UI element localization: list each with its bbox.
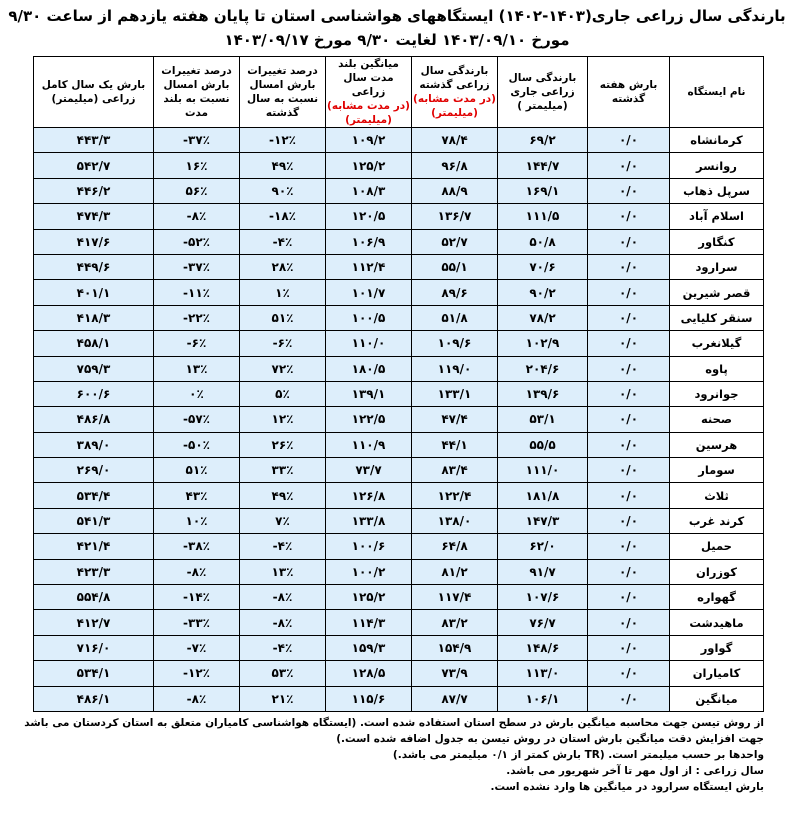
cell-last-year: ۵۲/۷ <box>412 229 498 254</box>
header-longterm <box>326 57 412 128</box>
cell-longterm: ۷۳/۷ <box>326 458 412 483</box>
cell-change-longterm: ۸٪- <box>154 559 240 584</box>
table-row <box>34 407 764 432</box>
cell-current-year: ۶۹/۲ <box>498 128 588 153</box>
cell-full-year: ۴۵۸/۱ <box>34 331 154 356</box>
cell-last-year: ۱۱۹/۰ <box>412 356 498 381</box>
cell-change-longterm: ۳۸٪- <box>154 534 240 559</box>
cell-longterm: ۱۰۰/۲ <box>326 559 412 584</box>
cell-full-year: ۴۲۱/۴ <box>34 534 154 559</box>
table-row <box>34 153 764 178</box>
cell-full-year: ۷۵۹/۳ <box>34 356 154 381</box>
cell-station: جوانرود <box>670 381 764 406</box>
cell-change-last-year: ۲۱٪ <box>240 686 326 711</box>
cell-longterm: ۱۰۱/۷ <box>326 280 412 305</box>
cell-week-rain: ۰/۰ <box>588 610 670 635</box>
cell-last-year: ۱۳۸/۰ <box>412 508 498 533</box>
cell-station: قصر شیرین <box>670 280 764 305</box>
cell-change-longterm: ۵۱٪ <box>154 458 240 483</box>
cell-longterm: ۱۰۰/۶ <box>326 534 412 559</box>
rainfall-table-container <box>34 56 764 712</box>
cell-station: اسلام آباد <box>670 204 764 229</box>
cell-week-rain: ۰/۰ <box>588 534 670 559</box>
cell-longterm: ۱۲۲/۵ <box>326 407 412 432</box>
cell-station: گهواره <box>670 585 764 610</box>
cell-last-year: ۴۴/۱ <box>412 432 498 457</box>
cell-last-year: ۸۳/۴ <box>412 458 498 483</box>
cell-full-year: ۴۷۴/۳ <box>34 204 154 229</box>
cell-longterm: ۱۰۰/۵ <box>326 305 412 330</box>
header-full-year: بارش یک سال کامل زراعی (میلیمتر) <box>34 57 154 128</box>
cell-change-longterm: ۶٪- <box>154 331 240 356</box>
cell-full-year: ۴۱۸/۳ <box>34 305 154 330</box>
cell-longterm: ۱۱۰/۰ <box>326 331 412 356</box>
cell-change-last-year: ۴۹٪ <box>240 483 326 508</box>
cell-last-year: ۱۳۳/۱ <box>412 381 498 406</box>
cell-station: صحنه <box>670 407 764 432</box>
cell-change-last-year: ۹۰٪ <box>240 178 326 203</box>
cell-full-year: ۴۸۶/۱ <box>34 686 154 711</box>
cell-current-year: ۱۱۱/۵ <box>498 204 588 229</box>
cell-full-year: ۵۳۴/۴ <box>34 483 154 508</box>
cell-station: میانگین <box>670 686 764 711</box>
cell-current-year: ۹۰/۲ <box>498 280 588 305</box>
cell-week-rain: ۰/۰ <box>588 661 670 686</box>
table-row <box>34 661 764 686</box>
cell-last-year: ۸۱/۲ <box>412 559 498 584</box>
cell-longterm: ۱۳۹/۱ <box>326 381 412 406</box>
cell-change-longterm: ۱۱٪- <box>154 280 240 305</box>
cell-station: ماهیدشت <box>670 610 764 635</box>
cell-longterm: ۱۲۸/۵ <box>326 661 412 686</box>
cell-change-last-year: ۱۸٪- <box>240 204 326 229</box>
cell-last-year: ۸۸/۹ <box>412 178 498 203</box>
cell-full-year: ۶۰۰/۶ <box>34 381 154 406</box>
table-row <box>34 508 764 533</box>
cell-change-longterm: ۰٪ <box>154 381 240 406</box>
footnote-3: سال زراعی : از اول مهر تا آخر شهریور می باشد. <box>506 765 764 777</box>
cell-longterm: ۱۰۶/۹ <box>326 229 412 254</box>
table-row <box>34 534 764 559</box>
footnote-4: بارش ایستگاه سرارود در میانگین ها وارد نشده است. <box>490 781 764 793</box>
cell-longterm: ۱۱۴/۳ <box>326 610 412 635</box>
cell-last-year: ۱۳۶/۷ <box>412 204 498 229</box>
table-row <box>34 229 764 254</box>
cell-full-year: ۴۰۱/۱ <box>34 280 154 305</box>
table-row <box>34 280 764 305</box>
cell-week-rain: ۰/۰ <box>588 356 670 381</box>
cell-longterm: ۱۰۸/۳ <box>326 178 412 203</box>
cell-week-rain: ۰/۰ <box>588 686 670 711</box>
cell-change-last-year: ۶٪- <box>240 331 326 356</box>
cell-current-year: ۲۰۴/۶ <box>498 356 588 381</box>
cell-change-longterm: ۱۲٪- <box>154 661 240 686</box>
cell-change-last-year: ۲۶٪ <box>240 432 326 457</box>
header-current-year: بارندگی سال زراعی جاری (میلیمتر ) <box>498 57 588 128</box>
table-row <box>34 356 764 381</box>
table-row <box>34 331 764 356</box>
cell-station: پاوه <box>670 356 764 381</box>
cell-week-rain: ۰/۰ <box>588 128 670 153</box>
cell-week-rain: ۰/۰ <box>588 585 670 610</box>
cell-change-last-year: ۵۳٪ <box>240 661 326 686</box>
cell-current-year: ۱۱۱/۰ <box>498 458 588 483</box>
cell-change-last-year: ۳۳٪ <box>240 458 326 483</box>
cell-full-year: ۳۸۹/۰ <box>34 432 154 457</box>
cell-change-last-year: ۴٪- <box>240 635 326 660</box>
cell-full-year: ۲۶۹/۰ <box>34 458 154 483</box>
cell-full-year: ۴۱۷/۶ <box>34 229 154 254</box>
cell-current-year: ۱۶۹/۱ <box>498 178 588 203</box>
cell-current-year: ۵۵/۵ <box>498 432 588 457</box>
cell-current-year: ۱۴۴/۷ <box>498 153 588 178</box>
cell-change-last-year: ۴۹٪ <box>240 153 326 178</box>
header-last-year <box>412 57 498 128</box>
rainfall-table <box>33 56 764 712</box>
cell-change-longterm: ۵۲٪- <box>154 229 240 254</box>
cell-longterm: ۱۱۲/۴ <box>326 254 412 279</box>
table-row <box>34 585 764 610</box>
cell-change-longterm: ۳۳٪- <box>154 610 240 635</box>
table-row <box>34 686 764 711</box>
cell-current-year: ۱۴۸/۶ <box>498 635 588 660</box>
cell-current-year: ۷۰/۶ <box>498 254 588 279</box>
header-longterm-main: میانگین بلند مدت سال زراعی <box>338 58 399 98</box>
cell-longterm: ۱۱۵/۶ <box>326 686 412 711</box>
table-row <box>34 483 764 508</box>
cell-change-last-year: ۷۲٪ <box>240 356 326 381</box>
cell-change-longterm: ۷٪- <box>154 635 240 660</box>
cell-current-year: ۵۳/۱ <box>498 407 588 432</box>
cell-last-year: ۵۵/۱ <box>412 254 498 279</box>
cell-week-rain: ۰/۰ <box>588 229 670 254</box>
header-change-last-year: درصد تغییرات بارش امسال نسبت به سال گذشته <box>240 57 326 128</box>
cell-week-rain: ۰/۰ <box>588 407 670 432</box>
cell-change-last-year: ۲۸٪ <box>240 254 326 279</box>
cell-full-year: ۷۱۶/۰ <box>34 635 154 660</box>
cell-change-last-year: ۵٪ <box>240 381 326 406</box>
cell-current-year: ۶۲/۰ <box>498 534 588 559</box>
cell-last-year: ۷۳/۹ <box>412 661 498 686</box>
cell-change-last-year: ۵۱٪ <box>240 305 326 330</box>
cell-current-year: ۱۱۳/۰ <box>498 661 588 686</box>
cell-change-longterm: ۵۰٪- <box>154 432 240 457</box>
cell-station: ثلاث <box>670 483 764 508</box>
cell-change-longterm: ۵۶٪ <box>154 178 240 203</box>
cell-full-year: ۵۵۴/۸ <box>34 585 154 610</box>
cell-station: روانسر <box>670 153 764 178</box>
cell-station: سرارود <box>670 254 764 279</box>
header-change-longterm: درصد تغییرات بارش امسال نسبت به بلند مدت <box>154 57 240 128</box>
cell-longterm: ۱۲۵/۲ <box>326 585 412 610</box>
cell-longterm: ۱۳۳/۸ <box>326 508 412 533</box>
cell-station: کامیاران <box>670 661 764 686</box>
title-line-1: بارندگی سال زراعی جاری(۱۴۰۳-۱۴۰۲) ایستگاههای هواشناسی استان تا پایان هفته یازدهم از ساعت ۹/۳۰ <box>8 7 786 25</box>
cell-station: سنقر کلیایی <box>670 305 764 330</box>
cell-last-year: ۹۶/۸ <box>412 153 498 178</box>
cell-change-last-year: ۴٪- <box>240 229 326 254</box>
cell-station: سومار <box>670 458 764 483</box>
cell-change-last-year: ۸٪- <box>240 610 326 635</box>
cell-week-rain: ۰/۰ <box>588 458 670 483</box>
title-line-2: مورخ ۱۴۰۳/۰۹/۱۰ لغایت ۹/۳۰ مورخ ۱۴۰۳/۰۹/۱۷ <box>224 31 570 49</box>
header-last-year-main: بارندگی سال زراعی گذشته <box>419 65 490 91</box>
table-row <box>34 559 764 584</box>
cell-week-rain: ۰/۰ <box>588 508 670 533</box>
cell-week-rain: ۰/۰ <box>588 432 670 457</box>
cell-current-year: ۵۰/۸ <box>498 229 588 254</box>
table-row <box>34 635 764 660</box>
cell-change-last-year: ۸٪- <box>240 585 326 610</box>
cell-longterm: ۱۲۶/۸ <box>326 483 412 508</box>
cell-station: هرسین <box>670 432 764 457</box>
cell-change-longterm: ۸٪- <box>154 686 240 711</box>
cell-change-longterm: ۱۳٪ <box>154 356 240 381</box>
cell-last-year: ۴۷/۴ <box>412 407 498 432</box>
cell-last-year: ۱۵۴/۹ <box>412 635 498 660</box>
cell-change-last-year: ۱٪ <box>240 280 326 305</box>
header-last-year-note: (در مدت مشابه) (میلیمتر) <box>413 93 496 119</box>
cell-station: کرند غرب <box>670 508 764 533</box>
cell-change-last-year: ۱۳٪ <box>240 559 326 584</box>
table-row <box>34 432 764 457</box>
header-week-rain: بارش هفته گذشته <box>588 57 670 128</box>
cell-station: گواور <box>670 635 764 660</box>
cell-change-last-year: ۷٪ <box>240 508 326 533</box>
footnote-2: واحدها بر حسب میلیمتر است. (TR بارش کمتر از ۰/۱ میلیمتر می باشد.) <box>392 749 764 761</box>
cell-current-year: ۱۰۲/۹ <box>498 331 588 356</box>
cell-current-year: ۱۴۷/۳ <box>498 508 588 533</box>
table-row <box>34 381 764 406</box>
cell-current-year: ۹۱/۷ <box>498 559 588 584</box>
cell-full-year: ۵۳۴/۱ <box>34 661 154 686</box>
cell-week-rain: ۰/۰ <box>588 559 670 584</box>
table-row <box>34 610 764 635</box>
cell-week-rain: ۰/۰ <box>588 204 670 229</box>
cell-full-year: ۵۴۲/۷ <box>34 153 154 178</box>
page-title <box>0 4 794 52</box>
cell-week-rain: ۰/۰ <box>588 635 670 660</box>
cell-full-year: ۴۴۶/۲ <box>34 178 154 203</box>
cell-full-year: ۴۴۹/۶ <box>34 254 154 279</box>
table-body <box>34 128 764 712</box>
cell-station: کرمانشاه <box>670 128 764 153</box>
cell-week-rain: ۰/۰ <box>588 483 670 508</box>
cell-longterm: ۱۲۰/۵ <box>326 204 412 229</box>
cell-last-year: ۵۱/۸ <box>412 305 498 330</box>
cell-longterm: ۱۵۹/۳ <box>326 635 412 660</box>
cell-change-last-year: ۴٪- <box>240 534 326 559</box>
table-row <box>34 305 764 330</box>
cell-change-longterm: ۳۷٪- <box>154 128 240 153</box>
cell-change-longterm: ۴۳٪ <box>154 483 240 508</box>
cell-longterm: ۱۱۰/۹ <box>326 432 412 457</box>
table-row <box>34 128 764 153</box>
footnotes <box>14 715 764 795</box>
cell-change-longterm: ۱۰٪ <box>154 508 240 533</box>
cell-station: گیلانغرب <box>670 331 764 356</box>
table-row <box>34 204 764 229</box>
cell-longterm: ۱۰۹/۲ <box>326 128 412 153</box>
cell-last-year: ۶۴/۸ <box>412 534 498 559</box>
cell-week-rain: ۰/۰ <box>588 178 670 203</box>
cell-last-year: ۱۰۹/۶ <box>412 331 498 356</box>
cell-change-last-year: ۱۲٪- <box>240 128 326 153</box>
cell-change-longterm: ۸٪- <box>154 204 240 229</box>
cell-last-year: ۷۸/۴ <box>412 128 498 153</box>
cell-full-year: ۴۴۳/۳ <box>34 128 154 153</box>
cell-current-year: ۷۸/۲ <box>498 305 588 330</box>
cell-current-year: ۱۳۹/۶ <box>498 381 588 406</box>
cell-change-longterm: ۲۲٪- <box>154 305 240 330</box>
cell-station: کوزران <box>670 559 764 584</box>
cell-current-year: ۱۸۱/۸ <box>498 483 588 508</box>
cell-current-year: ۱۰۷/۶ <box>498 585 588 610</box>
cell-station: کنگاور <box>670 229 764 254</box>
cell-last-year: ۱۲۲/۴ <box>412 483 498 508</box>
cell-longterm: ۱۸۰/۵ <box>326 356 412 381</box>
table-header-row <box>34 57 764 128</box>
header-longterm-note: (در مدت مشابه) (میلیمتر) <box>327 100 410 126</box>
cell-week-rain: ۰/۰ <box>588 153 670 178</box>
cell-last-year: ۸۳/۲ <box>412 610 498 635</box>
cell-week-rain: ۰/۰ <box>588 305 670 330</box>
cell-change-longterm: ۳۷٪- <box>154 254 240 279</box>
cell-station: حمیل <box>670 534 764 559</box>
header-station: نام ایستگاه <box>670 57 764 128</box>
cell-last-year: ۱۱۷/۴ <box>412 585 498 610</box>
cell-current-year: ۱۰۶/۱ <box>498 686 588 711</box>
cell-full-year: ۴۸۶/۸ <box>34 407 154 432</box>
cell-change-longterm: ۱۶٪ <box>154 153 240 178</box>
cell-change-longterm: ۱۴٪- <box>154 585 240 610</box>
cell-week-rain: ۰/۰ <box>588 331 670 356</box>
cell-station: سرپل ذهاب <box>670 178 764 203</box>
cell-week-rain: ۰/۰ <box>588 381 670 406</box>
cell-full-year: ۵۴۱/۳ <box>34 508 154 533</box>
cell-change-longterm: ۵۷٪- <box>154 407 240 432</box>
table-row <box>34 458 764 483</box>
table-row <box>34 178 764 203</box>
footnote-1: از روش تیسن جهت محاسبه میانگین بارش در سطح استان استفاده شده است. (ایستگاه هواشناسی کامیاران متعلق به استان کردستان می باشد جهت افزایش دقت میانگین بارش استان در روش تیسن به جدول اضافه شده است.) <box>24 717 764 745</box>
cell-last-year: ۸۷/۷ <box>412 686 498 711</box>
cell-full-year: ۴۲۳/۳ <box>34 559 154 584</box>
cell-current-year: ۷۶/۷ <box>498 610 588 635</box>
cell-week-rain: ۰/۰ <box>588 280 670 305</box>
cell-week-rain: ۰/۰ <box>588 254 670 279</box>
cell-last-year: ۸۹/۶ <box>412 280 498 305</box>
cell-change-last-year: ۱۲٪ <box>240 407 326 432</box>
table-row <box>34 254 764 279</box>
cell-full-year: ۴۱۲/۷ <box>34 610 154 635</box>
cell-longterm: ۱۲۵/۲ <box>326 153 412 178</box>
